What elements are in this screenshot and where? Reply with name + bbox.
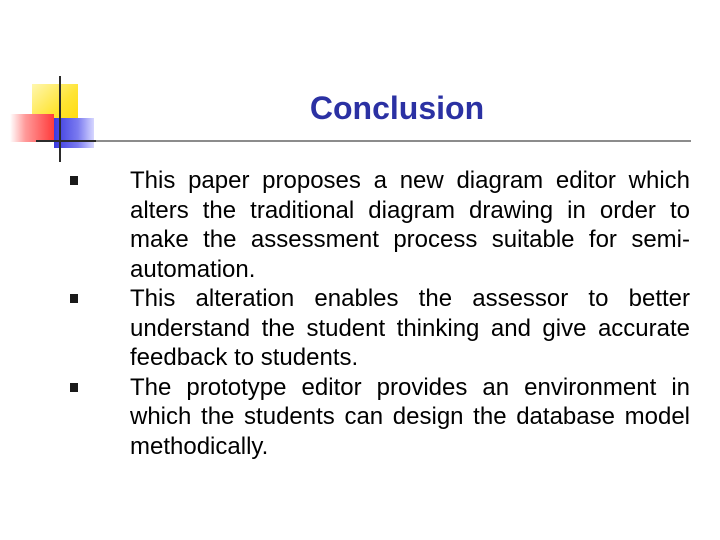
title-underline-accent: [36, 140, 96, 142]
bullet-text-1: This paper proposes a new diagram editor which alters the traditional diagram drawing in order to make the assessment process suitable for semi-automation.: [130, 167, 690, 283]
bullet-text-3: The prototype editor provides an environment in which the students can design the database model methodically.: [130, 373, 690, 460]
bullet-item-3: [60, 373, 690, 462]
bullet-item-2: [60, 284, 690, 373]
bullet-text-2: This alteration enables the assessor to better understand the student thinking and give accurate feedback to students.: [130, 285, 690, 371]
square-bullet-icon: [70, 294, 78, 303]
slide-title: Conclusion: [309, 90, 485, 126]
bullet-item-1: [60, 166, 690, 284]
bullet-list: [60, 166, 690, 461]
square-bullet-icon: [70, 383, 78, 392]
title-underline: [36, 140, 691, 142]
square-bullet-icon: [70, 176, 78, 185]
